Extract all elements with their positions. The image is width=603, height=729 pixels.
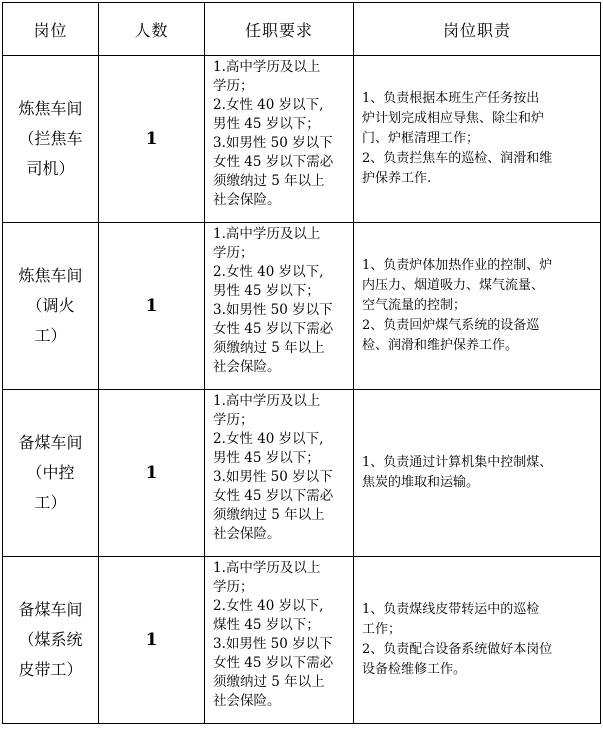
requirement-item: 1.高中学历及以上 学历； xyxy=(213,59,321,94)
requirements-cell xyxy=(205,223,354,390)
position-line: （煤系统 xyxy=(18,630,83,649)
requirement-item: 3.如男性 50 岁以下 女性 45 岁以下需必 须缴纳过 5 年以上 社会保险。 xyxy=(213,302,334,375)
requirement-item: 2.女性 40 岁以下, 煤性 45 岁以下； xyxy=(213,598,324,633)
duty-item: 1、负责炉体加热作业的控制、炉 内压力、烟道吸力、煤气流量、 空气流量的控制； xyxy=(362,258,553,313)
requirement-item: 1.高中学历及以上 学历； xyxy=(213,393,321,428)
position-line: （调火 xyxy=(26,296,75,315)
table-row xyxy=(3,390,601,557)
requirement-item: 3.如男性 50 岁以下 女性 45 岁以下需必 须缴纳过 5 年以上 社会保险。 xyxy=(213,135,334,208)
requirement-item: 1.高中学历及以上 学历； xyxy=(213,560,321,595)
header-row xyxy=(3,3,601,56)
count-cell: 1 xyxy=(99,223,205,390)
position-line: 司机） xyxy=(26,159,75,178)
requirements-cell xyxy=(205,56,354,223)
requirements-cell xyxy=(205,557,354,724)
position-cell xyxy=(3,223,99,390)
requirements-cell xyxy=(205,390,354,557)
duties-cell xyxy=(354,56,601,223)
requirement-item: 2.女性 40 岁以下, 男性 45 岁以下； xyxy=(213,97,324,132)
job-table xyxy=(2,2,601,724)
count-cell: 1 xyxy=(99,390,205,557)
duty-item: 1、负责煤线皮带转运中的巡检 工作； xyxy=(362,602,540,637)
position-line: 工） xyxy=(34,326,67,345)
duties-cell xyxy=(354,390,601,557)
position-cell xyxy=(3,56,99,223)
requirement-item: 2.女性 40 岁以下, 男性 45 岁以下； xyxy=(213,264,324,299)
position-line: 炼焦车间 xyxy=(18,99,83,118)
duty-item: 2、负责回炉煤气系统的设备巡 检、润滑和维护保养工作。 xyxy=(362,318,540,353)
duties-cell xyxy=(354,223,601,390)
header-duties: 岗位职责 xyxy=(354,3,601,56)
count-cell: 1 xyxy=(99,557,205,724)
duty-item: 2、负责配合设备系统做好本岗位 设备检维修工作。 xyxy=(362,642,553,677)
position-line: 炼焦车间 xyxy=(18,266,83,285)
table-row xyxy=(3,56,601,223)
position-line: 工） xyxy=(34,493,67,512)
header-position: 岗位 xyxy=(3,3,99,56)
position-line: 备煤车间 xyxy=(18,433,83,452)
header-count: 人数 xyxy=(99,3,205,56)
position-line: （中控 xyxy=(26,463,75,482)
position-cell xyxy=(3,557,99,724)
count-cell: 1 xyxy=(99,56,205,223)
position-line: 备煤车间 xyxy=(18,600,83,619)
table-row xyxy=(3,557,601,724)
requirement-item: 3.如男性 50 岁以下 女性 45 岁以下需必 须缴纳过 5 年以上 社会保险。 xyxy=(213,469,334,542)
header-requirements: 任职要求 xyxy=(205,3,354,56)
requirement-item: 3.如男性 50 岁以下 女性 45 岁以下需必 须缴纳过 5 年以上 社会保险。 xyxy=(213,636,334,709)
requirement-item: 2.女性 40 岁以下, 男性 45 岁以下； xyxy=(213,431,324,466)
duty-item: 1、负责根据本班生产任务按出 炉计划完成相应导焦、除尘和炉 门、炉框清理工作； xyxy=(362,91,545,146)
table-row xyxy=(3,223,601,390)
position-line: 皮带工） xyxy=(18,660,83,679)
duty-item: 1、负责通过计算机集中控制煤、 焦炭的堆取和运输。 xyxy=(362,455,553,490)
duty-item: 2、负责拦焦车的巡检、润滑和维 护保养工作. xyxy=(362,151,553,186)
requirement-item: 1.高中学历及以上 学历； xyxy=(213,226,321,261)
position-line: （拦焦车 xyxy=(18,129,83,148)
duties-cell xyxy=(354,557,601,724)
position-cell xyxy=(3,390,99,557)
